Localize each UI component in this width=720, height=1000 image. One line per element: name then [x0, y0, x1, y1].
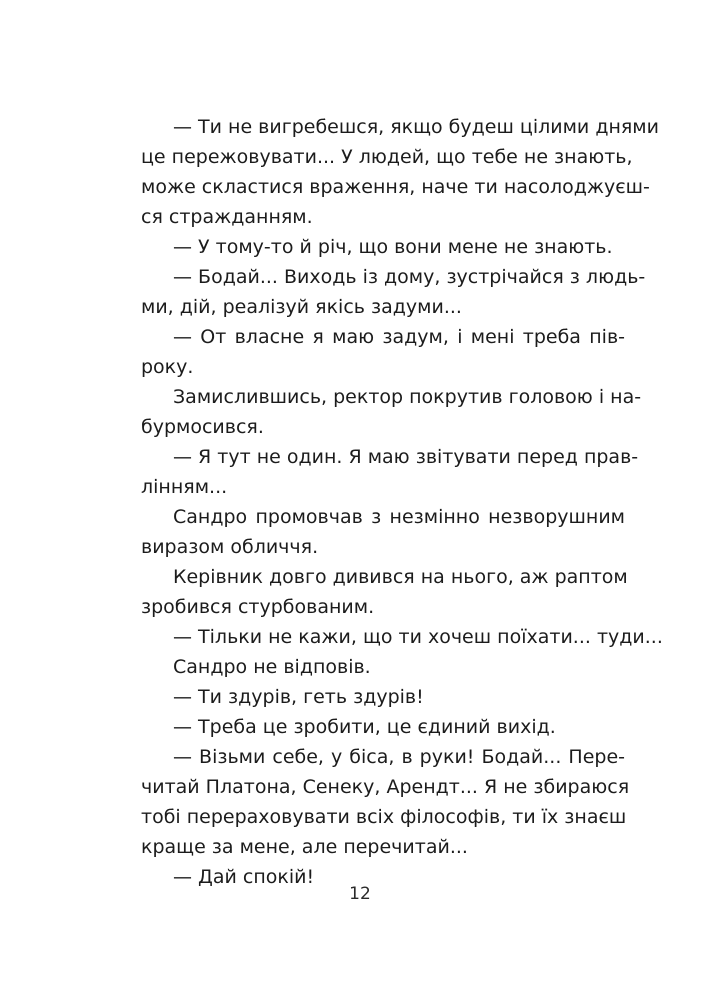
body-text	[141, 112, 663, 892]
text-line: — От власне я маю задум, і мені треба пів-	[173, 326, 625, 348]
text-line: Керівник довго дивився на нього, аж раптом	[173, 566, 628, 588]
text-line: ся стражданням.	[141, 206, 313, 228]
text-line: тобі перераховувати всіх філософів, ти їх знаєш	[141, 806, 627, 828]
text-line: Сандро промовчав з незмінно незворушним	[173, 506, 625, 528]
text-line: краще за мене, але перечитай...	[141, 836, 468, 858]
text-line: читай Платона, Сенеку, Арендт... Я не збираюся	[141, 776, 630, 798]
text-line: — Треба це зробити, це єдиний вихід.	[173, 716, 556, 738]
text-line: може скластися враження, наче ти насолоджуєш-	[141, 176, 650, 198]
text-line: бурмосився.	[141, 416, 264, 438]
text-line: ми, дій, реалізуй якісь задуми...	[141, 296, 462, 318]
page-number: 12	[349, 884, 371, 904]
text-line: виразом обличчя.	[141, 536, 319, 558]
text-line: зробився стурбованим.	[141, 596, 375, 618]
text-line: Сандро не відповів.	[173, 656, 371, 678]
text-line: — Я тут не один. Я маю звітувати перед прав-	[173, 446, 639, 468]
text-line: — У тому-то й річ, що вони мене не знають.	[173, 236, 613, 258]
text-line: — Дай спокій!	[173, 866, 315, 888]
text-line: — Ти не вигребешся, якщо будеш цілими днями	[173, 116, 659, 138]
text-line: року.	[141, 356, 194, 378]
text-line: Замислившись, ректор покрутив головою і на-	[173, 386, 642, 408]
text-line: — Бодай... Виходь із дому, зустрічайся з людь-	[173, 266, 646, 288]
text-line: лінням...	[141, 476, 228, 498]
text-line: — Ти здурів, геть здурів!	[173, 686, 424, 708]
text-line: це пережовувати... У людей, що тебе не знають,	[141, 146, 633, 168]
text-line: — Тільки не кажи, що ти хочеш поїхати... туди...	[173, 626, 663, 648]
text-line: — Візьми себе, у біса, в руки! Бодай... Пере-	[173, 746, 625, 768]
